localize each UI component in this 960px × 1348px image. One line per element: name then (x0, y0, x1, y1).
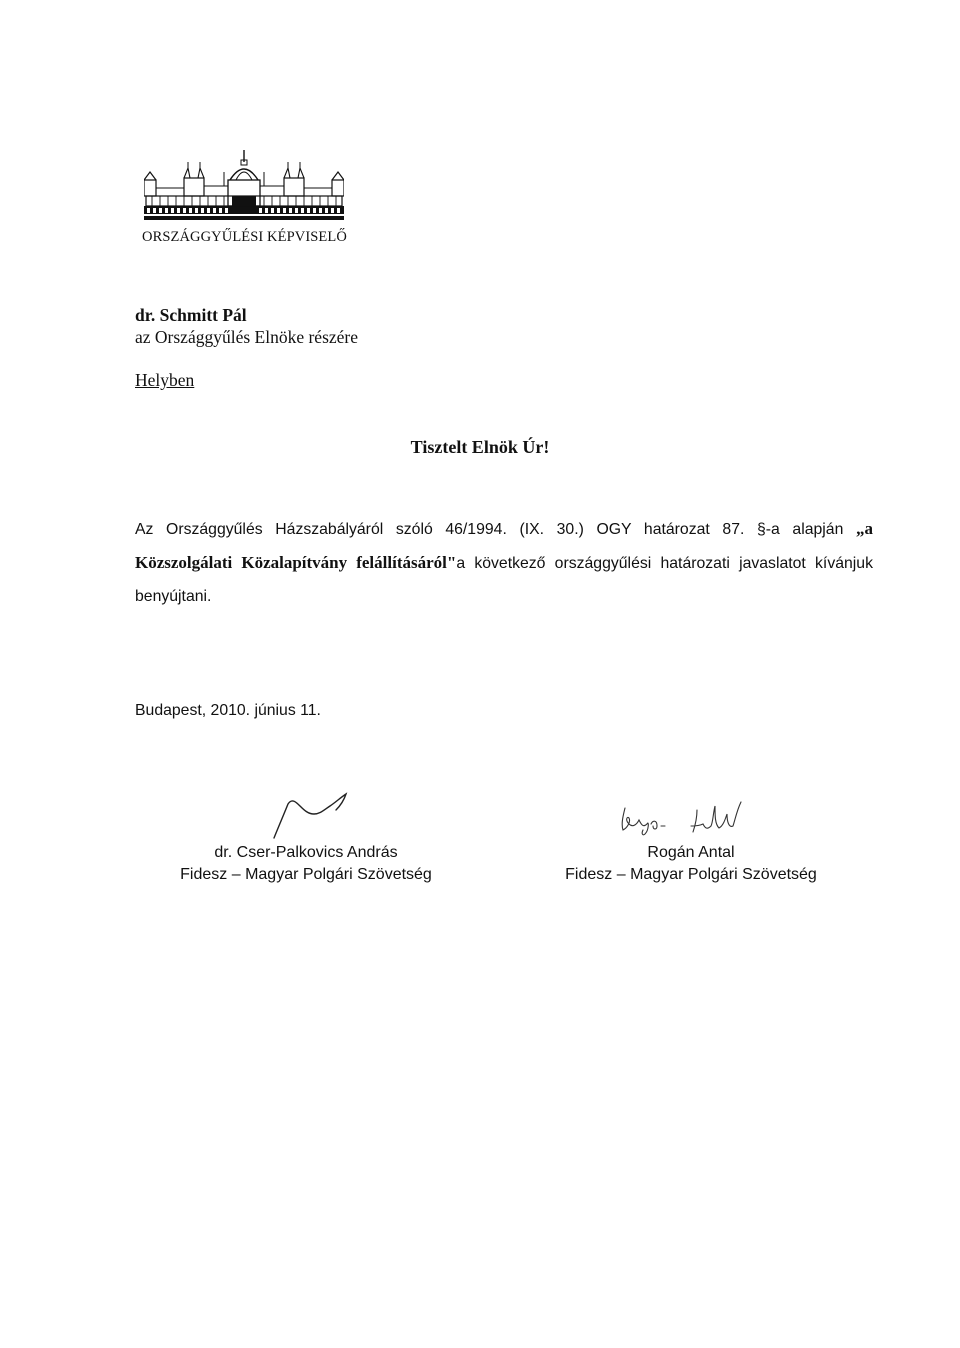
signatory-block (531, 780, 851, 886)
date-line: Budapest, 2010. június 11. (135, 702, 321, 719)
recipient-location: Helyben (135, 370, 195, 390)
resolution-title: „a Közszolgálati Közalapítvány felállításáról" (135, 519, 873, 572)
recipient-title: az Országgyűlés Elnöke részére (135, 327, 359, 347)
handwritten-signature (146, 780, 466, 842)
parliament-building-icon (144, 150, 344, 226)
signatory-name: dr. Cser-Palkovics András (214, 844, 398, 861)
recipient-name: dr. Schmitt Pál (135, 305, 247, 325)
salutation: Tisztelt Elnök Úr! (410, 437, 550, 457)
body-intro: Az Országgyűlés Házszabályáról szóló 46/1994. (IX. 30.) OGY határozat 87. §-a alapján (135, 521, 856, 538)
header-caption: ORSZÁGGYŰLÉSI KÉPVISELŐ (142, 229, 347, 245)
body-outro: a következő országgyűlési határozati javaslatot kívánjuk benyújtani. (135, 555, 873, 605)
signatory-name: Rogán Antal (647, 844, 735, 861)
signatory-block (146, 780, 466, 886)
signatory-party: Fidesz – Magyar Polgári Szövetség (180, 866, 432, 883)
handwritten-signature (531, 780, 851, 842)
signatory-party: Fidesz – Magyar Polgári Szövetség (565, 866, 817, 883)
body-paragraph (135, 512, 873, 613)
